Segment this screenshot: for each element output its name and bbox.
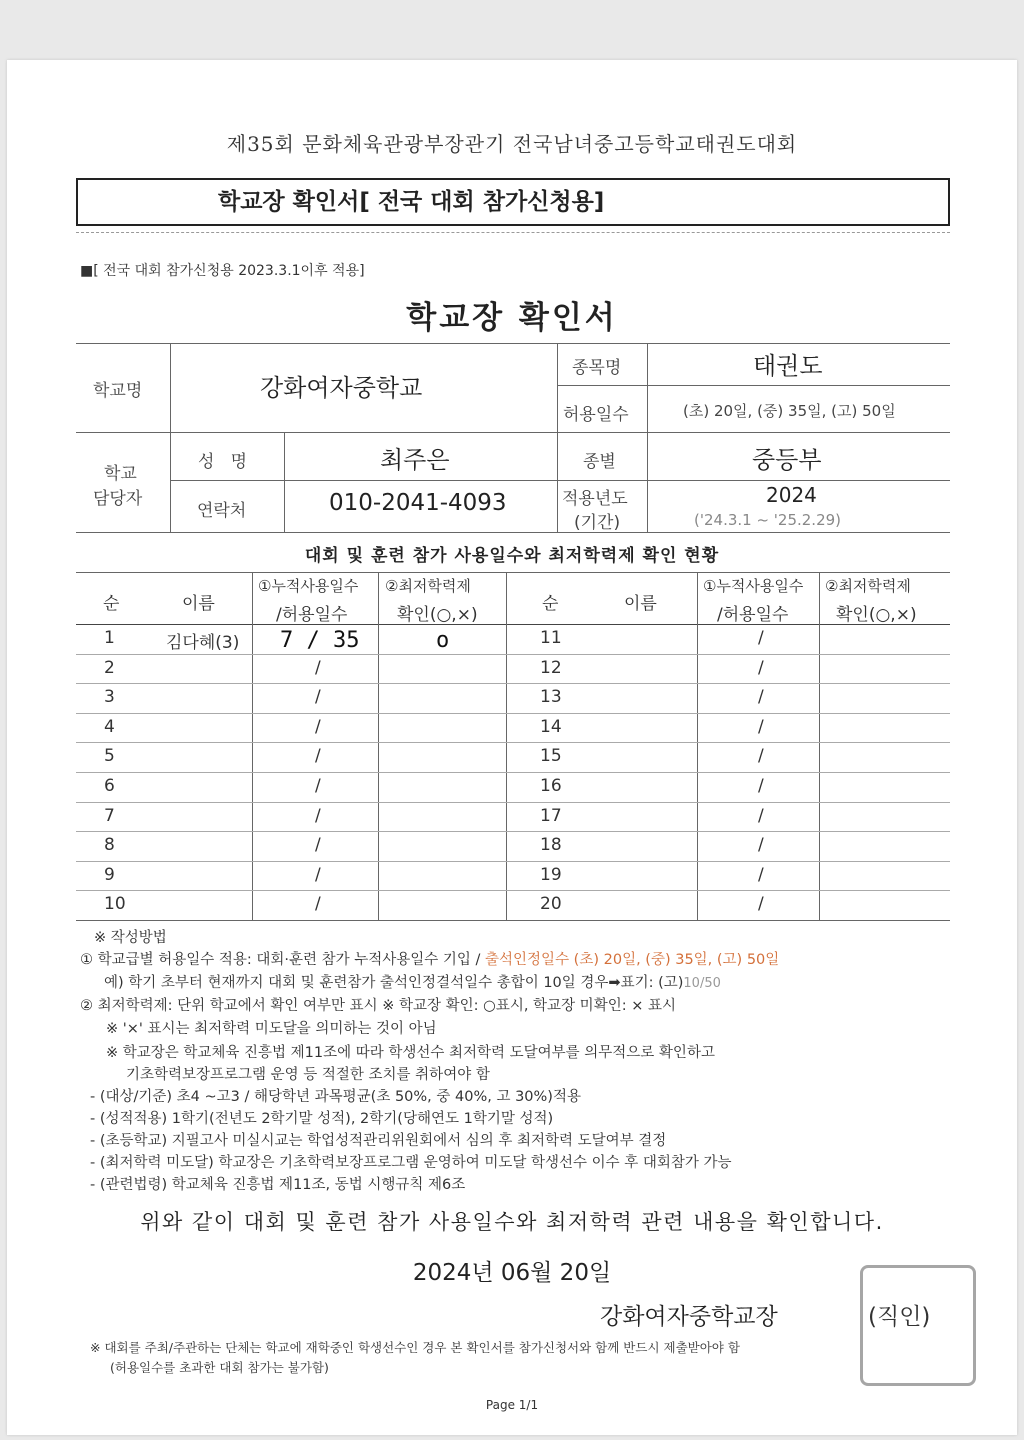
note-1-example-text: 예) 학기 초부터 현재까지 대회 및 훈련참가 출석인정결석일수 총합이 10일 경우➡표기: (고) — [104, 975, 684, 991]
cell-no: 2 — [104, 658, 115, 678]
detail-2: - (성적적용) 1학기(전년도 2학기말 성적), 2학기(당해연도 1학기말 성적) — [90, 1111, 554, 1127]
year-value: 2024 — [766, 483, 817, 507]
school-name: 강화여자중학교 — [260, 374, 423, 402]
header-days-2-left: /허용일수 — [276, 605, 348, 625]
cell-days: / — [758, 776, 764, 796]
header-no-left: 순 — [103, 594, 120, 614]
cell-days: / — [758, 717, 764, 737]
cell-days: / — [758, 894, 764, 914]
cell-days: / — [315, 806, 321, 826]
cell-no: 6 — [104, 776, 115, 796]
contact-label-2: 담당자 — [93, 489, 143, 509]
detail-5: - (관련법령) 학교체육 진흥법 제11조, 동법 시행규칙 제6조 — [90, 1177, 466, 1193]
note-1-example — [104, 971, 721, 992]
phone-value: 010-2041-4093 — [329, 490, 507, 516]
cell-no: 17 — [540, 806, 562, 826]
cell-days: / — [315, 776, 321, 796]
cell-no: 20 — [540, 894, 562, 914]
cell-no: 8 — [104, 835, 115, 855]
cell-no: 13 — [540, 687, 562, 707]
note-3: ※ '×' 표시는 최저학력 미도달을 의미하는 것이 아님 — [106, 1021, 437, 1037]
year-label-1: 적용년도 — [562, 489, 628, 509]
cell-min: o — [436, 628, 450, 653]
event-title: 제35회 문화체육관광부장관기 전국남녀중고등학교태권도대회 — [226, 132, 798, 156]
cell-days: 7 / 35 — [280, 628, 360, 653]
cell-days: / — [758, 835, 764, 855]
signing-date: 2024년 06월 20일 — [412, 1260, 612, 1286]
seal-label: (직인) — [868, 1304, 931, 1330]
cell-days: / — [758, 658, 764, 678]
cell-days: / — [315, 717, 321, 737]
cell-no: 5 — [104, 746, 115, 766]
cell-no: 9 — [104, 865, 115, 885]
cell-days: / — [758, 865, 764, 885]
detail-1: - (대상/기준) 초4 ~고3 / 해당학년 과목평균(초 50%, 중 40%, 고 30%)적용 — [90, 1089, 581, 1105]
header-name-left: 이름 — [182, 594, 215, 614]
division-value: 중등부 — [752, 446, 822, 474]
cell-no: 14 — [540, 717, 562, 737]
confirmation-statement: 위와 같이 대회 및 훈련 참가 사용일수와 최저학력 관련 내용을 확인합니다. — [140, 1210, 884, 1234]
allowed-days-label: 허용일수 — [563, 405, 629, 425]
main-title: 학교장 확인서 — [406, 300, 618, 336]
header-min-1-right: ②최저학력제 — [825, 577, 911, 595]
cell-no: 3 — [104, 687, 115, 707]
school-label: 학교명 — [93, 381, 143, 401]
cell-days: / — [315, 894, 321, 914]
phone-label: 연락처 — [197, 501, 247, 521]
event-label: 종목명 — [572, 358, 622, 378]
footnote-line-2: (허용일수를 초과한 대회 참가는 불가함) — [110, 1360, 329, 1375]
page-number: Page 1/1 — [485, 1398, 539, 1412]
cell-no: 4 — [104, 717, 115, 737]
year-period: ('24.3.1 ~ '25.2.29) — [694, 511, 842, 529]
header-days-2-right: /허용일수 — [717, 605, 789, 625]
cell-days: / — [315, 687, 321, 707]
note-1-highlight: 출석인정일수 (초) 20일, (중) 35일, (고) 50일 — [485, 952, 780, 968]
contact-label-1: 학교 — [104, 464, 137, 484]
cell-days: / — [315, 835, 321, 855]
header-days-1-left: ①누적사용일수 — [258, 577, 359, 595]
apply-note: ■[ 전국 대회 참가신청용 2023.3.1이후 적용] — [80, 263, 365, 279]
footnote — [90, 1338, 740, 1376]
contact-name: 최주은 — [380, 446, 450, 474]
name-label: 성 명 — [198, 452, 248, 472]
cell-name: 김다혜(3) — [166, 633, 240, 653]
header-no-right: 순 — [542, 594, 559, 614]
note-5: 기초학력보장프로그램 운영 등 적절한 조치를 취하여야 함 — [126, 1067, 490, 1083]
note-1-example-value: 10/50 — [683, 976, 721, 991]
cell-no: 15 — [540, 746, 562, 766]
cell-no: 19 — [540, 865, 562, 885]
header-days-1-right: ①누적사용일수 — [703, 577, 804, 595]
cell-days: / — [315, 746, 321, 766]
header-min-1-left: ②최저학력제 — [385, 577, 471, 595]
year-label-2: (기간) — [574, 513, 621, 533]
cell-no: 12 — [540, 658, 562, 678]
cell-no: 18 — [540, 835, 562, 855]
note-2: ② 최저학력제: 단위 학교에서 확인 여부만 표시 ※ 학교장 확인: ○표시, 학교장 미확인: × 표시 — [80, 998, 676, 1014]
event-name: 태권도 — [753, 352, 823, 380]
header-min-2-left: 확인(○,×) — [397, 605, 478, 625]
cell-days: / — [758, 628, 764, 648]
notes-heading: ※ 작성방법 — [94, 930, 167, 946]
note-1 — [80, 948, 779, 969]
cell-days: / — [315, 658, 321, 678]
detail-3: - (초등학교) 지필고사 미실시교는 학업성적관리위원회에서 심의 후 최저학력 도달여부 결정 — [90, 1133, 667, 1149]
division-label: 종별 — [583, 452, 616, 472]
section-title: 대회 및 훈련 참가 사용일수와 최저학력제 확인 현황 — [304, 546, 720, 566]
allowed-days-value: (초) 20일, (중) 35일, (고) 50일 — [683, 402, 896, 420]
cell-days: / — [758, 746, 764, 766]
detail-4: - (최저학력 미도달) 학교장은 기초학력보장프로그램 운영하여 미도달 학생선수 이수 후 대회참가 가능 — [90, 1155, 732, 1171]
form-title-box: 학교장 확인서[ 전국 대회 참가신청용] — [76, 178, 950, 226]
cell-no: 10 — [104, 894, 126, 914]
divider — [76, 232, 950, 233]
cell-days: / — [758, 687, 764, 707]
note-4: ※ 학교장은 학교체육 진흥법 제11조에 따라 학생선수 최저학력 도달여부를 의무적으로 확인하고 — [106, 1045, 715, 1061]
header-name-right: 이름 — [624, 594, 657, 614]
header-min-2-right: 확인(○,×) — [836, 605, 917, 625]
principal-name: 강화여자중학교장 — [600, 1304, 778, 1330]
cell-no: 7 — [104, 806, 115, 826]
note-1-text: ① 학교급별 허용일수 적용: 대회·훈련 참가 누적사용일수 기입 / — [80, 952, 486, 968]
cell-days: / — [315, 865, 321, 885]
cell-no: 1 — [104, 628, 115, 648]
cell-days: / — [758, 806, 764, 826]
cell-no: 16 — [540, 776, 562, 796]
cell-no: 11 — [540, 628, 562, 648]
footnote-line-1: ※ 대회를 주최/주관하는 단체는 학교에 재학중인 학생선수인 경우 본 확인서를 참가신청서와 함께 반드시 제출받아야 함 — [90, 1340, 740, 1355]
